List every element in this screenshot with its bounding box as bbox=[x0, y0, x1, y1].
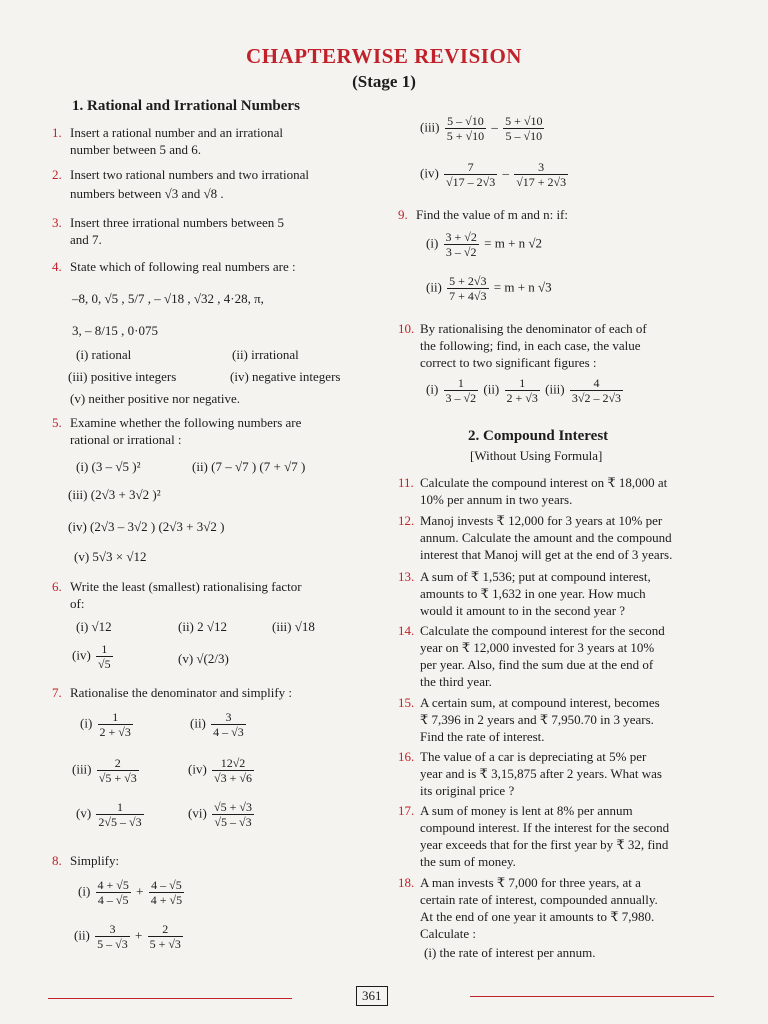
q4-numbers-line2: 3, – 8/15 , 0·075 bbox=[72, 323, 158, 338]
page-number: 361 bbox=[356, 986, 388, 1006]
question-14: 14. Calculate the compound interest for the second year on ₹ 12,000 invested for 3 years at 10% per year. Also, find the sum due at the end of the third year. bbox=[398, 623, 665, 689]
question-17: 17. A sum of money is lent at 8% per annum compound interest. If the interest for the second year exceeds that for the first year by ₹ 32, find the sum of money. bbox=[398, 803, 670, 869]
question-2: 2. Insert two rational numbers and two irrational numbers between √3 and √8 . bbox=[52, 167, 309, 201]
q4-numbers-line1: –8, 0, √5 , 5/7 , – √18 , √32 , 4·28, π, bbox=[72, 291, 264, 306]
footer-rule-left bbox=[48, 998, 292, 999]
question-16: 16. The value of a car is depreciating at 5% per year and is ₹ 3,15,875 after 2 years. What was its original price ? bbox=[398, 749, 662, 798]
question-6: 6. Write the least (smallest) rationalising factor of: (i) √12 (ii) 2 √12 (iii) √18 (iv) $\frac{1}{√5}$ (v) √(2/3) bbox=[52, 579, 315, 671]
stage-label: (Stage 1) bbox=[352, 72, 416, 91]
question-15: 15. A certain sum, at compound interest, becomes ₹ 7,396 in 2 years and ₹ 7,950.70 in 3 years. Find the rate of interest. bbox=[398, 695, 660, 744]
question-1: 1. Insert a rational number and an irrational number between 5 and 6. bbox=[52, 125, 283, 157]
question-18: 18. A man invests ₹ 7,000 for three years, at a certain rate of interest, compounded annually. At the end of one year it amounts to ₹ 7,980. Calculate : (i) the rate of interest per annum. bbox=[398, 875, 658, 960]
question-8: 8. Simplify: (i) $\frac{4 + √5}{4 - √5}$ + $\frac{4 - √5}{4 + √5}$ (ii) $\frac{3}{5 - √3}$ + $\frac{2}{5 + √3}$ bbox=[52, 853, 183, 951]
question-13: 13. A sum of ₹ 1,536; put at compound interest, amounts to ₹ 1,632 in one year. How much would it amount to in the second year ? bbox=[398, 569, 651, 618]
chapter-title: CHAPTERWISE REVISION bbox=[246, 44, 522, 68]
question-12: 12. Manoj invests ₹ 12,000 for 3 years at 10% per annum. Calculate the amount and the compound interest that Manoj will get at the end of 3 years. bbox=[398, 513, 673, 562]
section-heading-rational: 1. Rational and Irrational Numbers bbox=[72, 98, 300, 114]
question-4: 4. State which of following real numbers are : –8, 0, √5 , 5/7 , – √18 , √32 , 4·28, π, 3, – 8/15 , 0·075 (i) rational (ii) irrational (iii) positive integers (iv) negative integers (v) neither positive nor negative. bbox=[52, 259, 341, 406]
question-5: 5. Examine whether the following numbers are rational or irrational : (i) (3 – √5 )² (ii) (7 – √7 ) (7 + √7 ) (iii) (2√3 + 3√2 )² (iv) (2√3 – 3√2 ) (2√3 + 3√2 ) (v) 5√3 × √12 bbox=[52, 415, 306, 564]
question-7: 7. Rationalise the denominator and simplify : (i) $\frac{1}{2 + √3}$ (ii) $\frac{3}{4 - √3}$ (iii) $\frac{2}{√5 + √3}$ (iv) $\frac{12√2}{√3 + √6}$ (v) $\frac{1}{2√5 - √3}$ (vi) $\frac{√5 + √3}{√5 - √3}$ bbox=[52, 685, 293, 829]
section-heading-compound-interest: 2. Compound Interest bbox=[468, 428, 609, 444]
question-10: 10. By rationalising the denominator of each of the following; find, in each case, the value correct to two significant figures : (i) $\frac{1}{3 - √2}$ (ii) $\frac{1}{2 + √3}$ (iii) $\frac{4}{3√2 - 2√3}$ bbox=[398, 321, 647, 405]
section-subheading: [Without Using Formula] bbox=[470, 448, 603, 463]
question-11: 11. Calculate the compound interest on ₹ 18,000 at 10% per annum in two years. bbox=[398, 475, 668, 507]
question-7-continued: (iii) $\frac{5 - √10}{5 + √10}$ – $\frac{5 + √10}{5 - √10}$ (iv) $\frac{7}{√17 - 2√3}$ – $\frac{3}{√17 + 2√3}$ bbox=[420, 114, 567, 189]
question-9: 9. Find the value of m and n: if: (i) $\frac{3 + √2}{3 - √2}$ = m + n √2 (ii) $\frac{5 + 2√3}{7 + 4√3}$ = m + n √3 bbox=[398, 207, 569, 303]
question-3: 3. Insert three irrational numbers between 5 and 7. bbox=[52, 215, 285, 247]
footer-rule-right bbox=[470, 996, 714, 997]
